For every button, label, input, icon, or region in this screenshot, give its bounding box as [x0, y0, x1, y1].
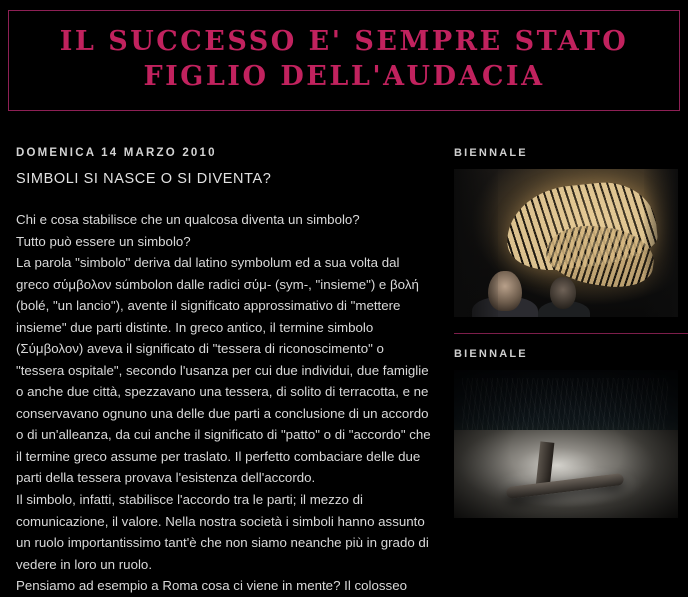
blog-title-line-2: FIGLIO DELL'AUDACIA	[143, 60, 545, 92]
post-paragraph: La parola "simbolo" deriva dal latino symbolum ed a sua volta dal greco σύμβολον súmbolon dalle radici σύμ- (sym-, "insieme") e βολή (bolé, "un lancio"), avente il significato approssimativo di "mettere insieme" due parti distinte. In greco antico, il termine simbolo (Σύμβολον) aveva il significato di "tessera di riconoscimento" o "tessera ospitale", secondo l'usanza per cui due individui, due famiglie o anche due città, spezzavano una tessera, di solito di terracotta, e ne conservavano ognuno una delle due parti a conclusione di un accordo o di un'alleanza, da cui anche il significato di "patto" o di "accordo" che il termine greco assume per traslato. Il perfetto combaciare delle due parti della tessera provava l'esistenza dell'accordo.	[16, 255, 431, 486]
blog-header-box	[8, 10, 680, 111]
photo-shadow-left	[454, 169, 498, 317]
blog-header	[0, 0, 688, 111]
biennale-photo-installation[interactable]	[454, 370, 678, 518]
sidebar-widget-biennale-1	[454, 147, 688, 317]
post-paragraph: Tutto può essere un simbolo?	[16, 233, 191, 249]
blog-title-line-1: IL SUCCESSO E' SEMPRE STATO	[59, 26, 629, 57]
sidebar-widget-biennale-2	[454, 348, 688, 518]
post-paragraph: Pensiamo ad esempio a Roma cosa ci viene in mente? Il colosseo	[16, 578, 407, 594]
post-title[interactable]: SIMBOLI SI NASCE O SI DIVENTA?	[16, 171, 272, 188]
post-body	[16, 209, 432, 597]
page-layout	[0, 111, 688, 597]
photo-shadow-right	[644, 169, 678, 317]
sidebar-widget-title: BIENNALE	[454, 348, 528, 361]
post-paragraph: Il simbolo, infatti, stabilisce l'accordo tra le parti; il mezzo di comunicazione, il valore. Nella nostra società i simboli hanno assunto un ruolo importantissimo tant'è che non siamo neanche più in grado di vedere in loro un ruolo.	[16, 492, 429, 572]
main-column	[8, 111, 446, 597]
photo-vignette	[454, 370, 678, 518]
sidebar-widget-title: BIENNALE	[454, 147, 528, 160]
sidebar-divider	[454, 333, 688, 334]
biennale-photo-wooden-pavilion[interactable]	[454, 169, 678, 317]
post-date: DOMENICA 14 MARZO 2010	[16, 147, 217, 160]
sidebar	[446, 111, 688, 532]
visitor-head-center	[550, 277, 576, 309]
post-paragraph: Chi e cosa stabilisce che un qualcosa diventa un simbolo?	[16, 212, 360, 228]
page-title	[19, 25, 669, 94]
